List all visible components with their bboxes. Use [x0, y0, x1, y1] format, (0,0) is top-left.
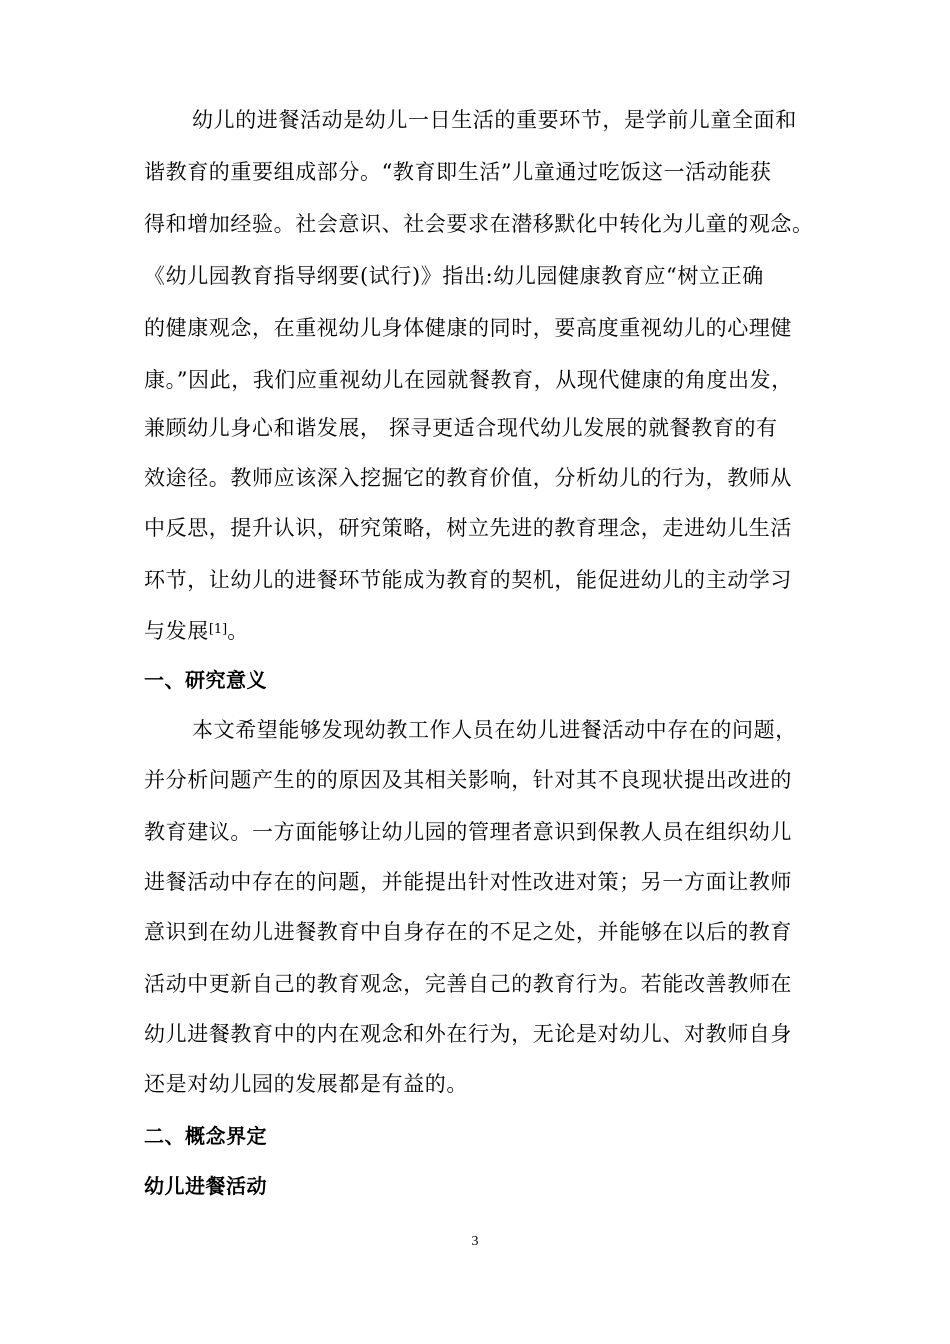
paragraph-line: 还是对幼儿园的发展都是有益的。	[144, 1072, 468, 1096]
paragraph-line: 的健康观念，在重视幼儿身体健康的同时，要高度重视幼儿的心理健	[144, 316, 792, 340]
paragraph-line: 教育建议。一方面能够让幼儿园的管理者意识到保教人员在组织幼儿	[144, 820, 792, 844]
paragraph-line: 中反思，提升认识，研究策略，树立先进的教育理念，走进幼儿生活	[144, 516, 792, 540]
paragraph-line: 进餐活动中存在的问题，并能提出针对性改进对策；另一方面让教师	[144, 870, 792, 894]
page-number: 3	[471, 1234, 479, 1249]
paragraph-line: 《幼儿园教育指导纲要(试行)》指出:幼儿园健康教育应“树立正确	[144, 264, 764, 288]
paragraph-line: 幼儿进餐教育中的内在观念和外在行为，无论是对幼儿、对教师自身	[144, 1022, 792, 1046]
paragraph-line: 活动中更新自己的教育观念，完善自己的教育行为。若能改善教师在	[144, 972, 792, 996]
paragraph-text: 。	[227, 619, 249, 643]
citation-reference: [1]	[208, 622, 228, 637]
paragraph-line: 效途径。教师应该深入挖掘它的教育价值，分析幼儿的行为，教师从	[144, 466, 792, 490]
paragraph-line: 兼顾幼儿身心和谐发展， 探寻更适合现代幼儿发展的就餐教育的有	[144, 416, 778, 440]
paragraph-text: 与发展	[144, 619, 209, 643]
paragraph-line: 谐教育的重要组成部分。“教育即生活”儿童通过吃饭这一活动能获	[144, 160, 772, 184]
paragraph-line: 并分析问题产生的的原因及其相关影响，针对其不良现状提出改进的	[144, 768, 792, 792]
section-heading: 一、研究意义	[144, 668, 267, 692]
paragraph-line: 得和增加经验。社会意识、社会要求在潜移默化中转化为儿童的观念。	[144, 212, 814, 236]
subsection-heading: 幼儿进餐活动	[144, 1174, 267, 1198]
paragraph-last-line	[144, 616, 249, 645]
paragraph-line: 幼儿的进餐活动是幼儿一日生活的重要环节，是学前儿童全面和	[192, 108, 797, 132]
paragraph-line: 本文希望能够发现幼教工作人员在幼儿进餐活动中存在的问题，	[192, 718, 797, 742]
paragraph-line: 环节，让幼儿的进餐环节能成为教育的契机，能促进幼儿的主动学习	[144, 568, 792, 592]
paragraph-line: 康。”因此，我们应重视幼儿在园就餐教育，从现代健康的角度出发，	[144, 368, 793, 392]
section-heading: 二、概念界定	[144, 1124, 267, 1148]
paragraph-line: 意识到在幼儿进餐教育中自身存在的不足之处，并能够在以后的教育	[144, 920, 792, 944]
